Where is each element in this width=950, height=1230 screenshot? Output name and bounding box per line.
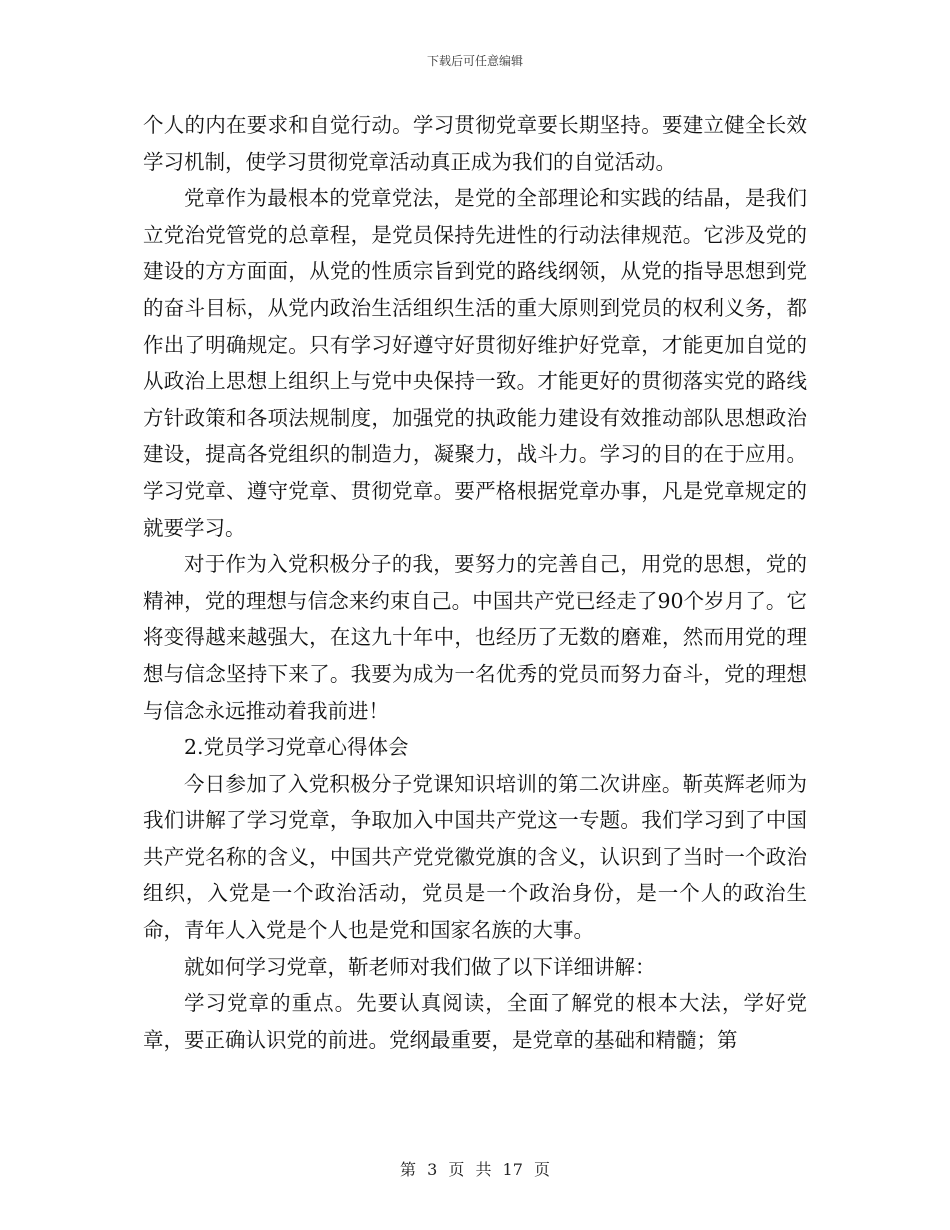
page-header: 下载后可任意编辑	[426, 54, 523, 68]
paragraph: 就如何学习党章，靳老师对我们做了以下详细讲解：	[184, 954, 656, 979]
paragraph: 今日参加了入党积极分子党课知识培训的第二次讲座。靳英辉老师为我们讲解了学习党章，争取加入中国共产党这一专题。我们学习到了中国共产党名称的含义，中国共产党党徽党旗的含义，认识到了当时一个政治组织，入党是一个政治活动，党员是一个政治身份，是一个人的政治生命，青年人入党是个人也是党和国家名族的大事。	[143, 771, 807, 943]
document-body	[143, 107, 807, 1058]
paragraph: 对于作为入党积极分子的我，要努力的完善自己，用党的思想，党的精神，党的理想与信念来约束自己。中国共产党已经走了90个岁月了。它将变得越来越强大，在这九十年中，也经历了无数的磨难，然而用党的理想与信念坚持下来了。我要为成为一名优秀的党员而努力奋斗，党的理想与信念永远推动着我前进！	[143, 552, 807, 723]
section-heading: 2.党员学习党章心得体会	[184, 735, 409, 760]
paragraph-continued: 个人的内在要求和自觉行动。学习贯彻党章要长期坚持。要建立健全长效学习机制，使学习贯彻党章活动真正成为我们的自觉活动。	[143, 113, 807, 174]
page-number-footer: 第 3 页 共 17 页	[400, 1160, 550, 1179]
paragraph: 党章作为最根本的党章党法，是党的全部理论和实践的结晶，是我们立党治党管党的总章程，是党员保持先进性的行动法律规范。它涉及党的建设的方方面面，从党的性质宗旨到党的路线纲领，从党的指导思想到党的奋斗目标，从党内政治生活组织生活的重大原则到党员的权利义务，都作出了明确规定。只有学习好遵守好贯彻好维护好党章，才能更加自觉的从政治上思想上组织上与党中央保持一致。才能更好的贯彻落实党的路线方针政策和各项法规制度，加强党的执政能力建设有效推动部队思想政治建设，提高各党组织的制造力，凝聚力，战斗力。学习的目的在于应用。学习党章、遵守党章、贯彻党章。要严格根据党章办事，凡是党章规定的就要学习。	[143, 186, 807, 540]
paragraph: 学习党章的重点。先要认真阅读，全面了解党的根本大法，学好党章，要正确认识党的前进。党纲最重要，是党章的基础和精髓；第	[143, 991, 807, 1052]
